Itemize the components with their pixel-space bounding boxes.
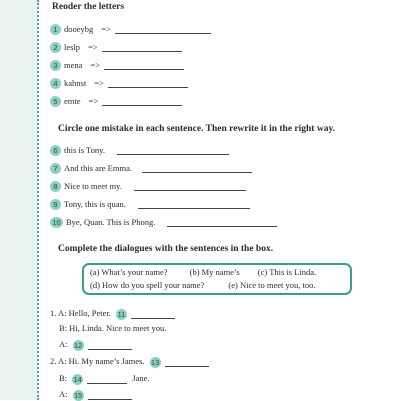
number-badge: 6 [50, 145, 61, 156]
sentence: Nice to meet my. [64, 181, 122, 192]
sentence: this is Tony. [64, 145, 105, 156]
option-e: (e) Nice to meet you, too. [228, 280, 316, 290]
number-badge: 4 [50, 78, 61, 89]
number-badge: 2 [50, 42, 61, 53]
number-badge: 15 [73, 390, 83, 400]
answer-line[interactable] [117, 145, 229, 155]
dialogue-line [59, 372, 150, 384]
answer-line[interactable] [131, 309, 175, 319]
dialogue-text: B: [59, 373, 68, 383]
dialogue-line [50, 355, 209, 367]
number-badge: 12 [73, 340, 83, 350]
section-title-circle-mistake: Circle one mistake in each sentence. Then rewrite it in the right way. [58, 124, 336, 134]
number-badge: 11 [117, 309, 126, 319]
section-title-reorder: Reoder the letters [52, 2, 125, 12]
list-item [50, 215, 277, 227]
dialogue-text: B: Hi, Linda. Nice to meet you. [59, 323, 167, 333]
arrow: => [88, 42, 98, 53]
number-badge: 13 [150, 357, 160, 367]
answer-line[interactable] [104, 60, 184, 70]
answer-line[interactable] [88, 390, 132, 400]
option-a: (a) What’s your name? [90, 267, 168, 277]
answer-line[interactable] [115, 24, 211, 34]
page-margin [0, 0, 38, 400]
arrow: => [101, 24, 111, 35]
answer-line[interactable] [165, 357, 209, 367]
list-item [50, 76, 188, 88]
answer-line[interactable] [102, 42, 182, 52]
arrow: => [94, 78, 104, 89]
dialogue-line [50, 307, 175, 319]
dialogue-text: A: [59, 339, 68, 349]
answer-line[interactable] [88, 340, 132, 350]
box-line-2 [90, 280, 316, 290]
list-item [50, 143, 229, 155]
arrow: => [88, 96, 99, 107]
dialogue-text: Jane. [132, 373, 150, 383]
answer-line[interactable] [87, 374, 127, 384]
list-item [50, 40, 182, 52]
arrow: => [90, 60, 101, 71]
answer-line[interactable] [102, 96, 182, 106]
list-item [50, 22, 211, 34]
dotted-border [37, 0, 39, 400]
number-badge: 1 [50, 24, 61, 35]
scrambled-word: mena [64, 60, 83, 71]
number-badge: 7 [50, 163, 61, 174]
answer-line[interactable] [108, 78, 188, 88]
scrambled-word: dooeybg [64, 24, 94, 35]
number-badge: 9 [50, 199, 61, 210]
scrambled-word: leslp [64, 42, 81, 53]
number-badge: 10 [50, 217, 63, 228]
scrambled-word: kahnst [64, 78, 87, 89]
word-box [82, 263, 352, 295]
answer-line[interactable] [142, 163, 252, 173]
dialogue-text: 2. A: Hi. My name’s James. [50, 356, 145, 366]
answer-line[interactable] [138, 199, 250, 209]
dialogue-text: 1. A: Hello, Peter. [50, 308, 111, 318]
option-c: (c) This is Linda. [257, 267, 317, 277]
list-item [50, 161, 252, 173]
option-d: (d) How do you spell your name? [90, 280, 205, 290]
section-title-dialogues: Complete the dialogues with the sentences in the box. [58, 244, 274, 254]
answer-line[interactable] [167, 217, 277, 227]
answer-line[interactable] [134, 181, 246, 191]
list-item [50, 94, 182, 106]
number-badge: 3 [50, 60, 61, 71]
sentence: And this are Emma. [64, 163, 132, 174]
number-badge: 8 [50, 181, 61, 192]
list-item [50, 58, 184, 70]
dialogue-line [59, 388, 132, 400]
dialogue-line [59, 322, 166, 334]
list-item [50, 197, 250, 209]
box-line-1 [90, 267, 316, 277]
dialogue-text: A: [59, 389, 68, 399]
sentence: Bye, Quan. This is Phong. [66, 217, 156, 228]
number-badge: 5 [50, 96, 61, 107]
dialogue-line [59, 338, 132, 350]
sentence: Tony, this is quan. [64, 199, 126, 210]
option-b: (b) My name’s [189, 267, 240, 277]
scrambled-word: emte [64, 96, 81, 107]
list-item [50, 179, 246, 191]
number-badge: 14 [73, 374, 82, 384]
